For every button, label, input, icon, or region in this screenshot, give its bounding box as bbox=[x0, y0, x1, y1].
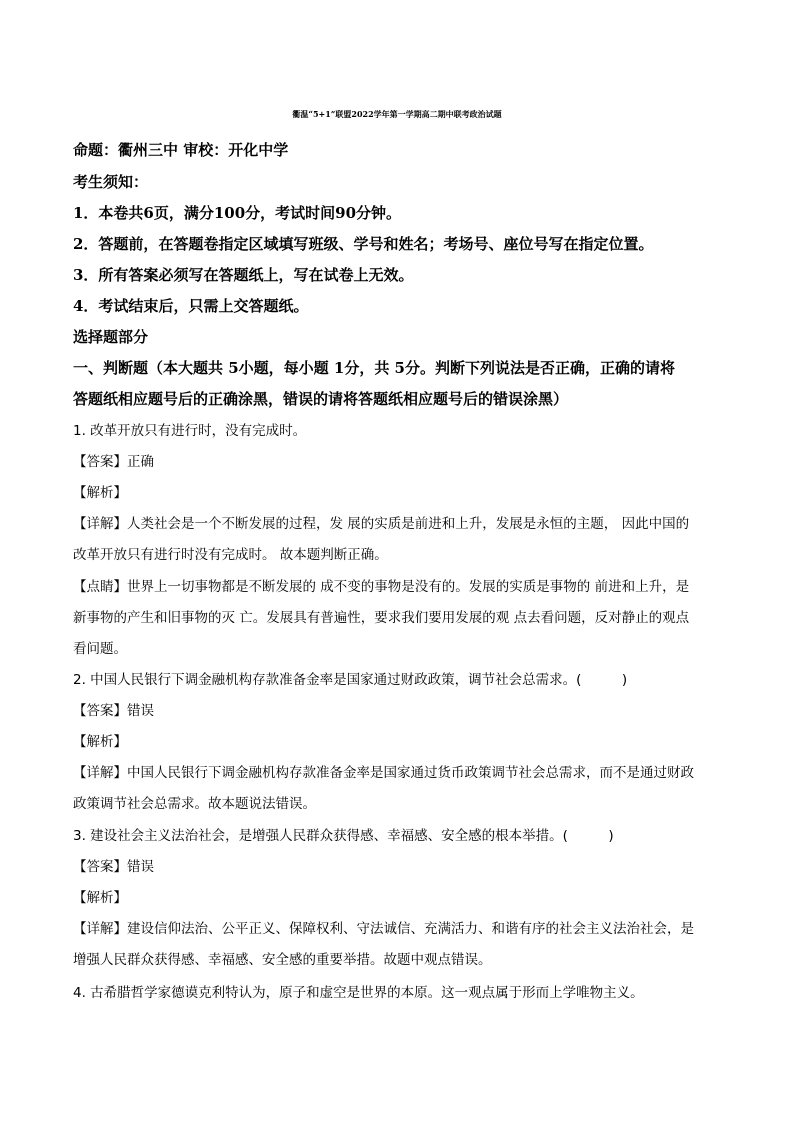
notice-item: 3．所有答案必须写在答题纸上，写在试卷上无效。 bbox=[73, 266, 414, 284]
comment-text: 新事物的产生和旧事物的灭 亡。发展具有普遍性，要求我们要用发展的观 点去看问题，反对静止的观点 bbox=[73, 610, 690, 626]
comment-text: 看问题。 bbox=[73, 641, 127, 657]
part-heading-line: 答题纸相应题号后的正确涂黑，错误的请将答题纸相应题号后的错误涂黑） bbox=[73, 390, 569, 408]
detail-text: 改革开放只有进行时没有完成时。 故本题判断正确。 bbox=[73, 547, 388, 563]
detail-text: 人类社会是一个不断发展的过程，发 展的实质是前进和上升，发展是永恒的主题， 因此中国的 bbox=[127, 516, 690, 532]
detail-text: 中国人民银行下调金融机构存款准备金率是国家通过货币政策调节社会总需求，而不是通过财政 bbox=[127, 765, 694, 781]
answer-value: 错误 bbox=[127, 703, 154, 719]
answer-value: 正确 bbox=[127, 454, 154, 470]
answer-line bbox=[73, 452, 154, 472]
authors-line: 命题：衢州三中 审校：开化中学 bbox=[73, 141, 289, 159]
exam-title: 衢温“5+1”联盟2022学年第一学期高二期中联考政治试题 bbox=[292, 109, 502, 119]
analysis-tag: 【解析】 bbox=[73, 485, 127, 501]
question-1: 1. 改革开放只有进行时，没有完成时。 bbox=[73, 423, 307, 439]
detail-line bbox=[73, 514, 689, 534]
detail-text: 政策调节社会总需求。故本题说法错误。 bbox=[73, 796, 316, 812]
section-label: 选择题部分 bbox=[73, 328, 149, 346]
part-heading-line: 一、判断题（本大题共 5小题，每小题 1分，共 5分。判断下列说法是否正确，正确的请将 bbox=[73, 359, 675, 377]
detail-text: 增强人民群众获得感、幸福感、安全感的重要举措。故题中观点错误。 bbox=[73, 952, 492, 968]
comment-text: 世界上一切事物都是不断发展的 成不变的事物是没有的。发展的实质是事物的 前进和上升，是 bbox=[127, 579, 690, 595]
detail-tag: 【详解】 bbox=[73, 921, 127, 937]
question-2: 2. 中国人民银行下调金融机构存款准备金率是国家通过财政政策，调节社会总需求。( ) bbox=[73, 672, 628, 688]
comment-tag: 【点睛】 bbox=[73, 579, 127, 595]
detail-line bbox=[73, 763, 694, 783]
detail-line bbox=[73, 919, 694, 939]
answer-value: 错误 bbox=[127, 859, 154, 875]
answer-tag: 【答案】 bbox=[73, 454, 127, 470]
answer-tag: 【答案】 bbox=[73, 859, 127, 875]
notice-heading: 考生须知： bbox=[73, 173, 149, 191]
comment-line bbox=[73, 577, 689, 597]
detail-tag: 【详解】 bbox=[73, 516, 127, 532]
answer-line bbox=[73, 701, 154, 721]
analysis-tag: 【解析】 bbox=[73, 890, 127, 906]
question-4: 4. 古希腊哲学家德谟克利特认为，原子和虚空是世界的本原。这一观点属于形而上学唯物主义。 bbox=[73, 985, 644, 1001]
notice-item: 1．本卷共6页，满分100分，考试时间90分钟。 bbox=[73, 204, 402, 222]
question-3: 3. 建设社会主义法治社会，是增强人民群众获得感、幸福感、安全感的根本举措。( ) bbox=[73, 828, 614, 844]
analysis-tag: 【解析】 bbox=[73, 734, 127, 750]
notice-item: 4．考试结束后，只需上交答题纸。 bbox=[73, 297, 309, 315]
detail-tag: 【详解】 bbox=[73, 765, 127, 781]
answer-tag: 【答案】 bbox=[73, 703, 127, 719]
detail-text: 建设信仰法治、公平正义、保障权利、守法诚信、充满活力、和谐有序的社会主义法治社会，是 bbox=[127, 921, 694, 937]
notice-item: 2．答题前，在答题卷指定区域填写班级、学号和姓名；考场号、座位号写在指定位置。 bbox=[73, 235, 654, 253]
answer-line bbox=[73, 857, 154, 877]
